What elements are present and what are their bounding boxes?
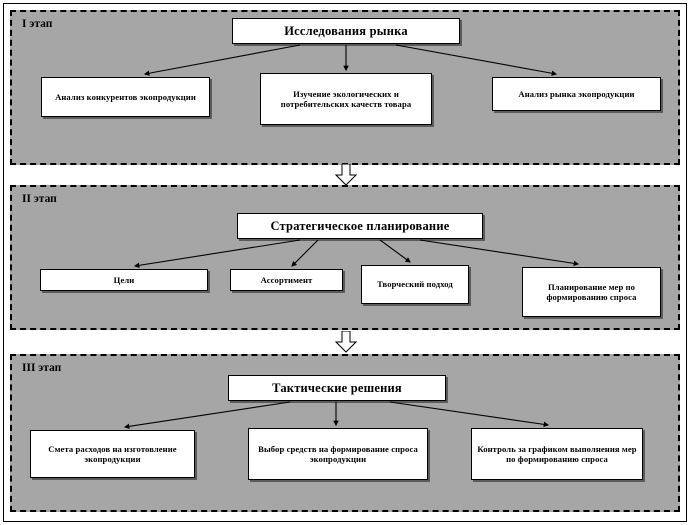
stage2-node-3[interactable] bbox=[361, 265, 469, 304]
stage3-node-3-label: Контроль за графиком выполнения мер по формированию спроса bbox=[477, 443, 637, 464]
stage-title-2: II этап bbox=[22, 193, 57, 205]
stage1-node-1[interactable] bbox=[41, 77, 210, 117]
stage3-node-1-label: Смета расходов на изготовление экопродукции bbox=[48, 443, 177, 464]
stage2-head-label: Стратегическое планирование bbox=[270, 218, 450, 233]
stage2-node-4[interactable] bbox=[522, 267, 661, 317]
stage2-node-4-label: Планирование мер по формированию спроса bbox=[546, 281, 637, 302]
stage2-node-2[interactable] bbox=[230, 269, 343, 291]
stage3-head-node[interactable] bbox=[228, 375, 446, 401]
flow-arrow-stage1-to-stage2 bbox=[335, 164, 357, 186]
stage1-head-node[interactable] bbox=[232, 18, 460, 44]
stage2-node-1-label: Цели bbox=[113, 274, 135, 285]
stage1-node-1-label: Анализ конкурентов экопродукции bbox=[55, 91, 196, 102]
stage-title-3: III этап bbox=[22, 362, 62, 374]
stage1-node-2-label: Изучение экологических и потребительских качеств товара bbox=[280, 88, 412, 109]
stage2-node-2-label: Ассортимент bbox=[260, 274, 313, 285]
stage2-node-3-label: Творческий подход bbox=[377, 279, 453, 290]
stage1-node-2[interactable] bbox=[260, 73, 432, 125]
stage2-node-1[interactable] bbox=[40, 269, 208, 291]
stage3-node-1[interactable] bbox=[30, 430, 195, 478]
stage-title-1: I этап bbox=[22, 18, 53, 30]
stage1-node-3-label: Анализ рынка экопродукции bbox=[518, 88, 635, 99]
stage1-node-3[interactable] bbox=[492, 77, 661, 111]
stage1-head-label: Исследования рынка bbox=[284, 23, 408, 38]
stage3-node-3[interactable] bbox=[471, 428, 643, 480]
stage2-head-node[interactable] bbox=[237, 213, 483, 239]
stage3-node-2[interactable] bbox=[248, 428, 428, 480]
stage3-node-2-label: Выбор средств на формирование спроса экопродукции bbox=[258, 443, 418, 464]
stage3-head-label: Тактические решения bbox=[272, 380, 402, 395]
flow-arrow-stage2-to-stage3 bbox=[335, 331, 357, 353]
